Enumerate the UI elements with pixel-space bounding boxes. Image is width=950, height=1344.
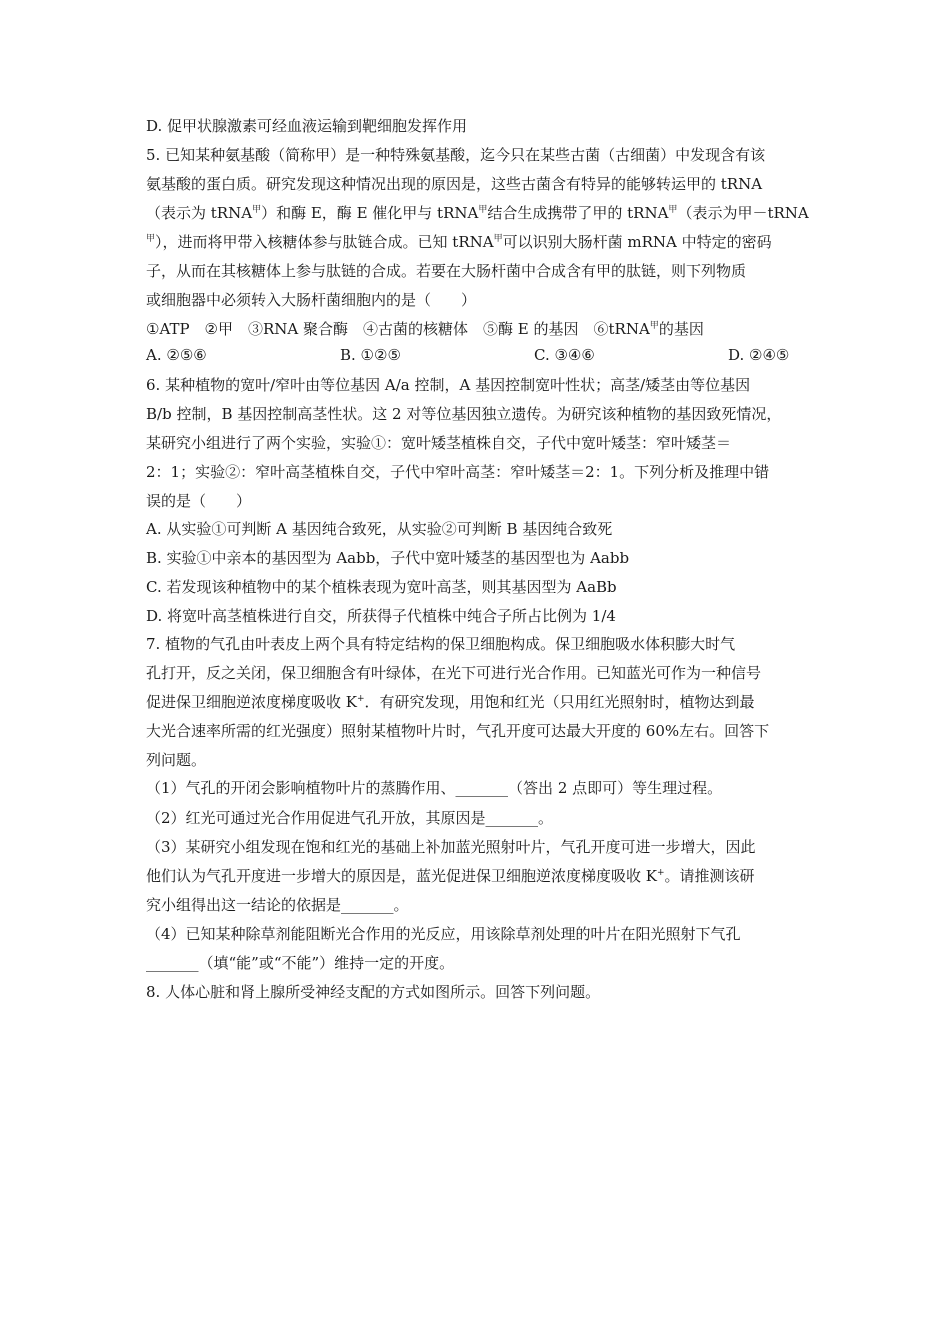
- q5-options: [146, 345, 826, 367]
- text-line: （3）某研究小组发现在饱和红光的基础上补加蓝光照射叶片，气孔开度可进一步增大，因此: [146, 838, 756, 856]
- text-line: B/b 控制，B 基因控制高茎性状。这 2 对等位基因独立遗传。为研究该种植物的基因致死情况，: [146, 405, 782, 423]
- text-line: D. 将宽叶高茎植株进行自交，所获得子代植株中纯合子所占比例为 1/4: [146, 607, 616, 625]
- text-line: （4）已知某种除草剂能阻断光合作用的光反应，用该除草剂处理的叶片在阳光照射下气孔: [146, 925, 741, 943]
- text-line: 8. 人体心脏和肾上腺所受神经支配的方式如图所示。回答下列问题。: [146, 983, 601, 1001]
- text-line: 7. 植物的气孔由叶表皮上两个具有特定结构的保卫细胞构成。保卫细胞吸水体积膨大时气: [146, 635, 736, 653]
- text-line: 2：1；实验②：窄叶高茎植株自交，子代中窄叶高茎：窄叶矮茎＝2：1。下列分析及推理中错: [146, 463, 770, 481]
- text-line: （1）气孔的开闭会影响植物叶片的蒸腾作用、_______（答出 2 点即可）等生理过程。: [146, 779, 723, 797]
- text-line: 误的是（ ）: [146, 492, 252, 510]
- text-line: 孔打开，反之关闭，保卫细胞含有叶绿体，在光下可进行光合作用。已知蓝光可作为一种信号: [146, 664, 762, 682]
- text-line: （表示为 tRNA$^甲$）和酶 E，酶 E 催化甲与 tRNA$^甲$结合生成携带了甲的 tRNA$^甲$（表示为甲－tRNA: [146, 204, 809, 222]
- q5-option-b: B. ①②⑤: [340, 346, 401, 364]
- text-line: A. 从实验①可判断 A 基因纯合致死，从实验②可判断 B 基因纯合致死: [146, 520, 613, 538]
- text-line: 促进保卫细胞逆浓度梯度吸收 K+．有研究发现，用饱和红光（只用红光照射时，植物达到最: [146, 693, 755, 711]
- text-line: 大光合速率所需的红光强度）照射某植物叶片时，气孔开度可达最大开度的 60%左右。回答下: [146, 722, 770, 740]
- text-line: 究小组得出这一结论的依据是_______。: [146, 896, 409, 914]
- text-line: 他们认为气孔开度进一步增大的原因是，蓝光促进保卫细胞逆浓度梯度吸收 K+。请推测该研: [146, 867, 755, 885]
- text-line: _______（填“能”或“不能”）维持一定的开度。: [146, 954, 455, 972]
- text-line: 6. 某种植物的宽叶/窄叶由等位基因 A/a 控制，A 基因控制宽叶性状；高茎/矮茎由等位基因: [146, 376, 751, 394]
- text-line: D. 促甲状腺激素可经血液运输到靶细胞发挥作用: [146, 117, 468, 135]
- text-line: 列问题。: [146, 751, 207, 769]
- q5-option-d: D. ②④⑤: [728, 346, 790, 364]
- text-line: （2）红光可通过光合作用促进气孔开放，其原因是_______。: [146, 809, 554, 827]
- q5-option-a: A. ②⑤⑥: [146, 346, 207, 364]
- text-line: B. 实验①中亲本的基因型为 Aabb，子代中宽叶矮茎的基因型也为 Aabb: [146, 549, 630, 567]
- text-line: ①ATP ②甲 ③RNA 聚合酶 ④古菌的核糖体 ⑤酶 E 的基因 ⑥tRNA$^甲$的基因: [146, 320, 704, 338]
- q5-option-c: C. ③④⑥: [534, 346, 595, 364]
- text-line: $^甲$），进而将甲带入核糖体参与肽链合成。已知 tRNA$^甲$可以识别大肠杆菌 mRNA 中特定的密码: [146, 233, 772, 251]
- text-line: 或细胞器中必须转入大肠杆菌细胞内的是（ ）: [146, 291, 477, 309]
- text-line: C. 若发现该种植物中的某个植株表现为宽叶高茎，则其基因型为 AaBb: [146, 578, 617, 596]
- text-line: 5. 已知某种氨基酸（简称甲）是一种特殊氨基酸，迄今只在某些古菌（古细菌）中发现含有该: [146, 146, 766, 164]
- text-line: 某研究小组进行了两个实验，实验①：宽叶矮茎植株自交，子代中宽叶矮茎：窄叶矮茎＝: [146, 434, 732, 452]
- text-line: 子，从而在其核糖体上参与肽链的合成。若要在大肠杆菌中合成含有甲的肽链，则下列物质: [146, 262, 747, 280]
- text-line: 氨基酸的蛋白质。研究发现这种情况出现的原因是，这些古菌含有特异的能够转运甲的 tRNA: [146, 175, 763, 193]
